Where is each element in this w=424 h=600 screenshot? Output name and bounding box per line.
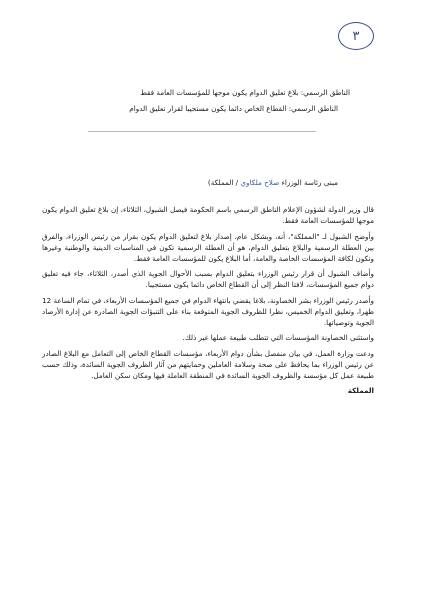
paragraph: قال وزير الدولة لشؤون الإعلام الناطق الرسمي باسم الحكومة فيصل الشبول، الثلاثاء، إن بلاغ تعليق الدوام يكون موجها للمؤسسات العامة فقط. <box>42 205 374 225</box>
author-link[interactable]: صلاح ملكاوي <box>240 178 280 187</box>
paragraph: وأضاف الشبول أن قرار رئيس الوزراء بتعليق الدوام بسبب الأحوال الجوية الذي أصدر، الثلاثاء، جاء فيه تعليق دوام جميع المؤسسات، لافتا النظر إلى أن القطاع الخاص دائما يكون مستجيبا. <box>42 269 374 289</box>
headline-2: الناطق الرسمي: القطاع الخاص دائما يكون مستجيبا لقرار تعليق الدوام <box>129 104 338 113</box>
headline-1: الناطق الرسمي: بلاغ تعليق الدوام يكون موجها للمؤسسات العامة فقط <box>140 88 350 97</box>
closing-source: المملكة <box>347 386 374 395</box>
separator-line <box>88 131 316 132</box>
paragraph: وأصدر رئيس الوزراء بشر الخصاونة، بلاغا يقضي بانتهاء الدوام في جميع المؤسسات الأربعاء، في تمام الساعة 12 ظهرا، وتعليق الدوام الخميس، نظرا للظروف الجوية المتوقعة بناء على التنبؤات الجوية الصادرة عن إدارة الأرصاد الجوية وتوصياتها. <box>42 295 374 327</box>
paragraph: وأوضح الشبول لـ "المملكة"، أنه، وبشكل عام، إصدار بلاغ لتعليق الدوام يكون بقرار من رئيس الوزراء، والفرق بين العطلة الرسمية والبلاغ بتعليق الدوام، هو أن العطلة الرسمية تكون في المناسبات الدينية والوطنية وغيرها وتكون لكافة المؤسسات الخاصة والعامة، أما البلاغ يكون للمؤسسات العامة فقط. <box>42 231 374 263</box>
article-body <box>42 204 374 401</box>
paragraph: ودعت وزارة العمل، في بيان منفصل بشأن دوام الأربعاء، مؤسسات القطاع الخاص إلى التعامل مع البلاغ الصادر عن رئيس الوزراء بما يحافظ على صحة وسلامة العاملين وحمايتهم من آثار الظروف الجوية السائدة، وذلك حسب طبيعة عمل كل مؤسسة والظروف الجوية السائدة في المنطقة العاملة فيها ومكان سكن العامل. <box>42 348 374 380</box>
dateline-suffix: / المملكة) <box>207 178 241 187</box>
dateline <box>208 178 338 187</box>
page-number: ٣ <box>338 22 374 50</box>
paragraph: واستثنى الخصاونة المؤسسات التي تتطلب طبيعة عملها غير ذلك. <box>182 333 374 342</box>
dateline-prefix: مبنى رئاسة الوزراء <box>279 178 338 187</box>
